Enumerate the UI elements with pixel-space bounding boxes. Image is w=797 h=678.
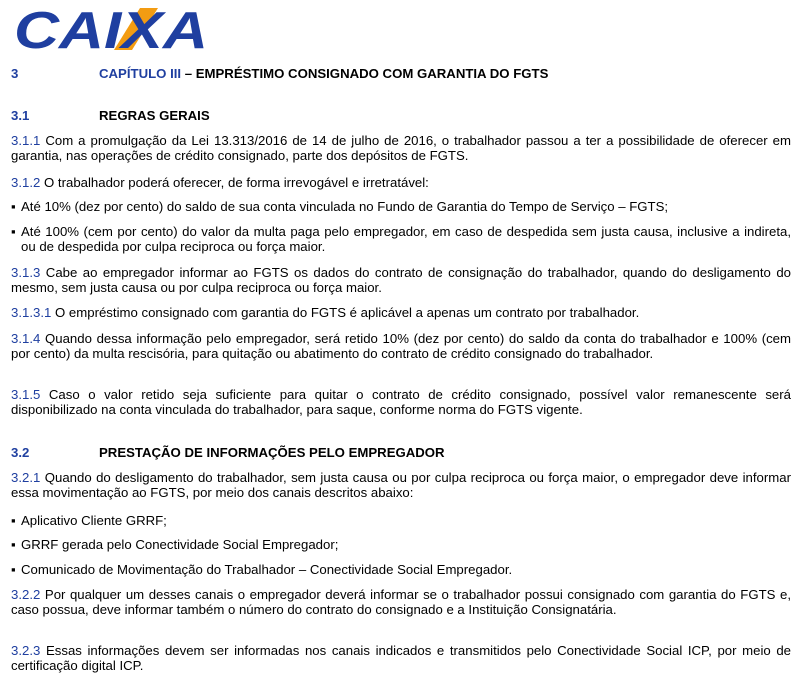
clause-number: 3.2.2 bbox=[11, 587, 41, 602]
clause-text: Cabe ao empregador informar ao FGTS os dados do contrato de consignação do trabalhador, quando do desligamento do mesmo, sem justa causa ou por culpa reciproca ou força maior. bbox=[11, 265, 791, 295]
bullet-text: Até 100% (cem por cento) do valor da multa paga pelo empregador, em caso de despedida sem justa causa, inclusive a indireta, ou de despedida por culpa reciproca ou força maior. bbox=[21, 224, 791, 254]
clause-number: 3.1.4 bbox=[11, 331, 41, 346]
bullet-icon: ▪ bbox=[11, 199, 16, 214]
section-title: PRESTAÇÃO DE INFORMAÇÕES PELO EMPREGADOR bbox=[99, 445, 445, 460]
clause-text: Essas informações devem ser informadas nos canais indicados e transmitidos pelo Conectividade Social ICP, por meio de certificação digital ICP. bbox=[11, 643, 791, 673]
bullet-text: GRRF gerada pelo Conectividade Social Empregador; bbox=[21, 537, 339, 552]
clause-text: Quando dessa informação pelo empregador, será retido 10% (dez por cento) do saldo da conta do trabalhador e 100% (cem por cento) da multa rescisória, para quitação ou abatimento do contrato de crédito consignado do trabalhador. bbox=[11, 331, 791, 361]
paragraph-3-1-3-1 bbox=[11, 305, 791, 320]
paragraph-3-2-2 bbox=[11, 587, 791, 617]
bullet-item bbox=[11, 537, 791, 552]
caixa-logo bbox=[12, 4, 212, 54]
clause-number: 3.1.1 bbox=[11, 133, 41, 148]
clause-number: 3.1.5 bbox=[11, 387, 41, 402]
section-number: 3.2 bbox=[11, 445, 30, 460]
clause-number: 3.2.1 bbox=[11, 470, 41, 485]
chapter-number: 3 bbox=[11, 66, 19, 81]
bullet-item bbox=[11, 513, 791, 528]
chapter-heading bbox=[11, 66, 791, 81]
paragraph-3-1-1 bbox=[11, 133, 791, 163]
clause-text: O trabalhador poderá oferecer, de forma irrevogável e irretratável: bbox=[40, 175, 429, 190]
clause-number: 3.1.3.1 bbox=[11, 305, 52, 320]
paragraph-3-1-2 bbox=[11, 175, 791, 190]
chapter-title: – EMPRÉSTIMO CONSIGNADO COM GARANTIA DO FGTS bbox=[181, 66, 549, 81]
chapter-prefix: CAPÍTULO III bbox=[99, 66, 182, 81]
clause-text: O empréstimo consignado com garantia do FGTS é aplicável a apenas um contrato por trabalhador. bbox=[51, 305, 640, 320]
bullet-text: Comunicado de Movimentação do Trabalhador – Conectividade Social Empregador. bbox=[21, 562, 513, 577]
bullet-icon: ▪ bbox=[11, 562, 16, 577]
bullet-item bbox=[11, 224, 791, 254]
paragraph-3-1-3 bbox=[11, 265, 791, 295]
section-heading-3-2 bbox=[11, 445, 791, 460]
paragraph-3-2-3 bbox=[11, 643, 791, 673]
section-heading-3-1 bbox=[11, 108, 791, 123]
clause-text: Por qualquer um desses canais o empregador deverá informar se o trabalhador possui consignado com garantia do FGTS e, caso possua, deve informar também o número do contrato do consignado e a Instituição Consignatária. bbox=[11, 587, 791, 617]
section-number: 3.1 bbox=[11, 108, 30, 123]
clause-text: Quando do desligamento do trabalhador, sem justa causa ou por culpa reciproca ou força maior, o empregador deve informar essa movimentação ao FGTS, por meio dos canais descritos abaixo: bbox=[11, 470, 791, 500]
clause-number: 3.1.2 bbox=[11, 175, 41, 190]
paragraph-3-2-1 bbox=[11, 470, 791, 500]
paragraph-3-1-4 bbox=[11, 331, 791, 361]
bullet-text: Até 10% (dez por cento) do saldo de sua conta vinculada no Fundo de Garantia do Tempo de Serviço – FGTS; bbox=[21, 199, 669, 214]
bullet-icon: ▪ bbox=[11, 513, 16, 528]
caixa-logo-text: CAIXA bbox=[14, 4, 209, 54]
bullet-icon: ▪ bbox=[11, 224, 16, 239]
clause-number: 3.1.3 bbox=[11, 265, 41, 280]
clause-text: Caso o valor retido seja suficiente para quitar o contrato de crédito consignado, possível valor remanescente será disponibilizado na conta vinculada do trabalhador, para saque, conforme norma do FGTS vigente. bbox=[11, 387, 791, 417]
paragraph-3-1-5 bbox=[11, 387, 791, 417]
bullet-text: Aplicativo Cliente GRRF; bbox=[21, 513, 167, 528]
bullet-item bbox=[11, 199, 791, 214]
clause-text: Com a promulgação da Lei 13.313/2016 de 14 de julho de 2016, o trabalhador passou a ter a possibilidade de oferecer em garantia, nas operações de crédito consignado, parte dos depósitos de FGTS. bbox=[11, 133, 791, 163]
bullet-icon: ▪ bbox=[11, 537, 16, 552]
bullet-item bbox=[11, 562, 791, 577]
clause-number: 3.2.3 bbox=[11, 643, 41, 658]
section-title: REGRAS GERAIS bbox=[99, 108, 210, 123]
